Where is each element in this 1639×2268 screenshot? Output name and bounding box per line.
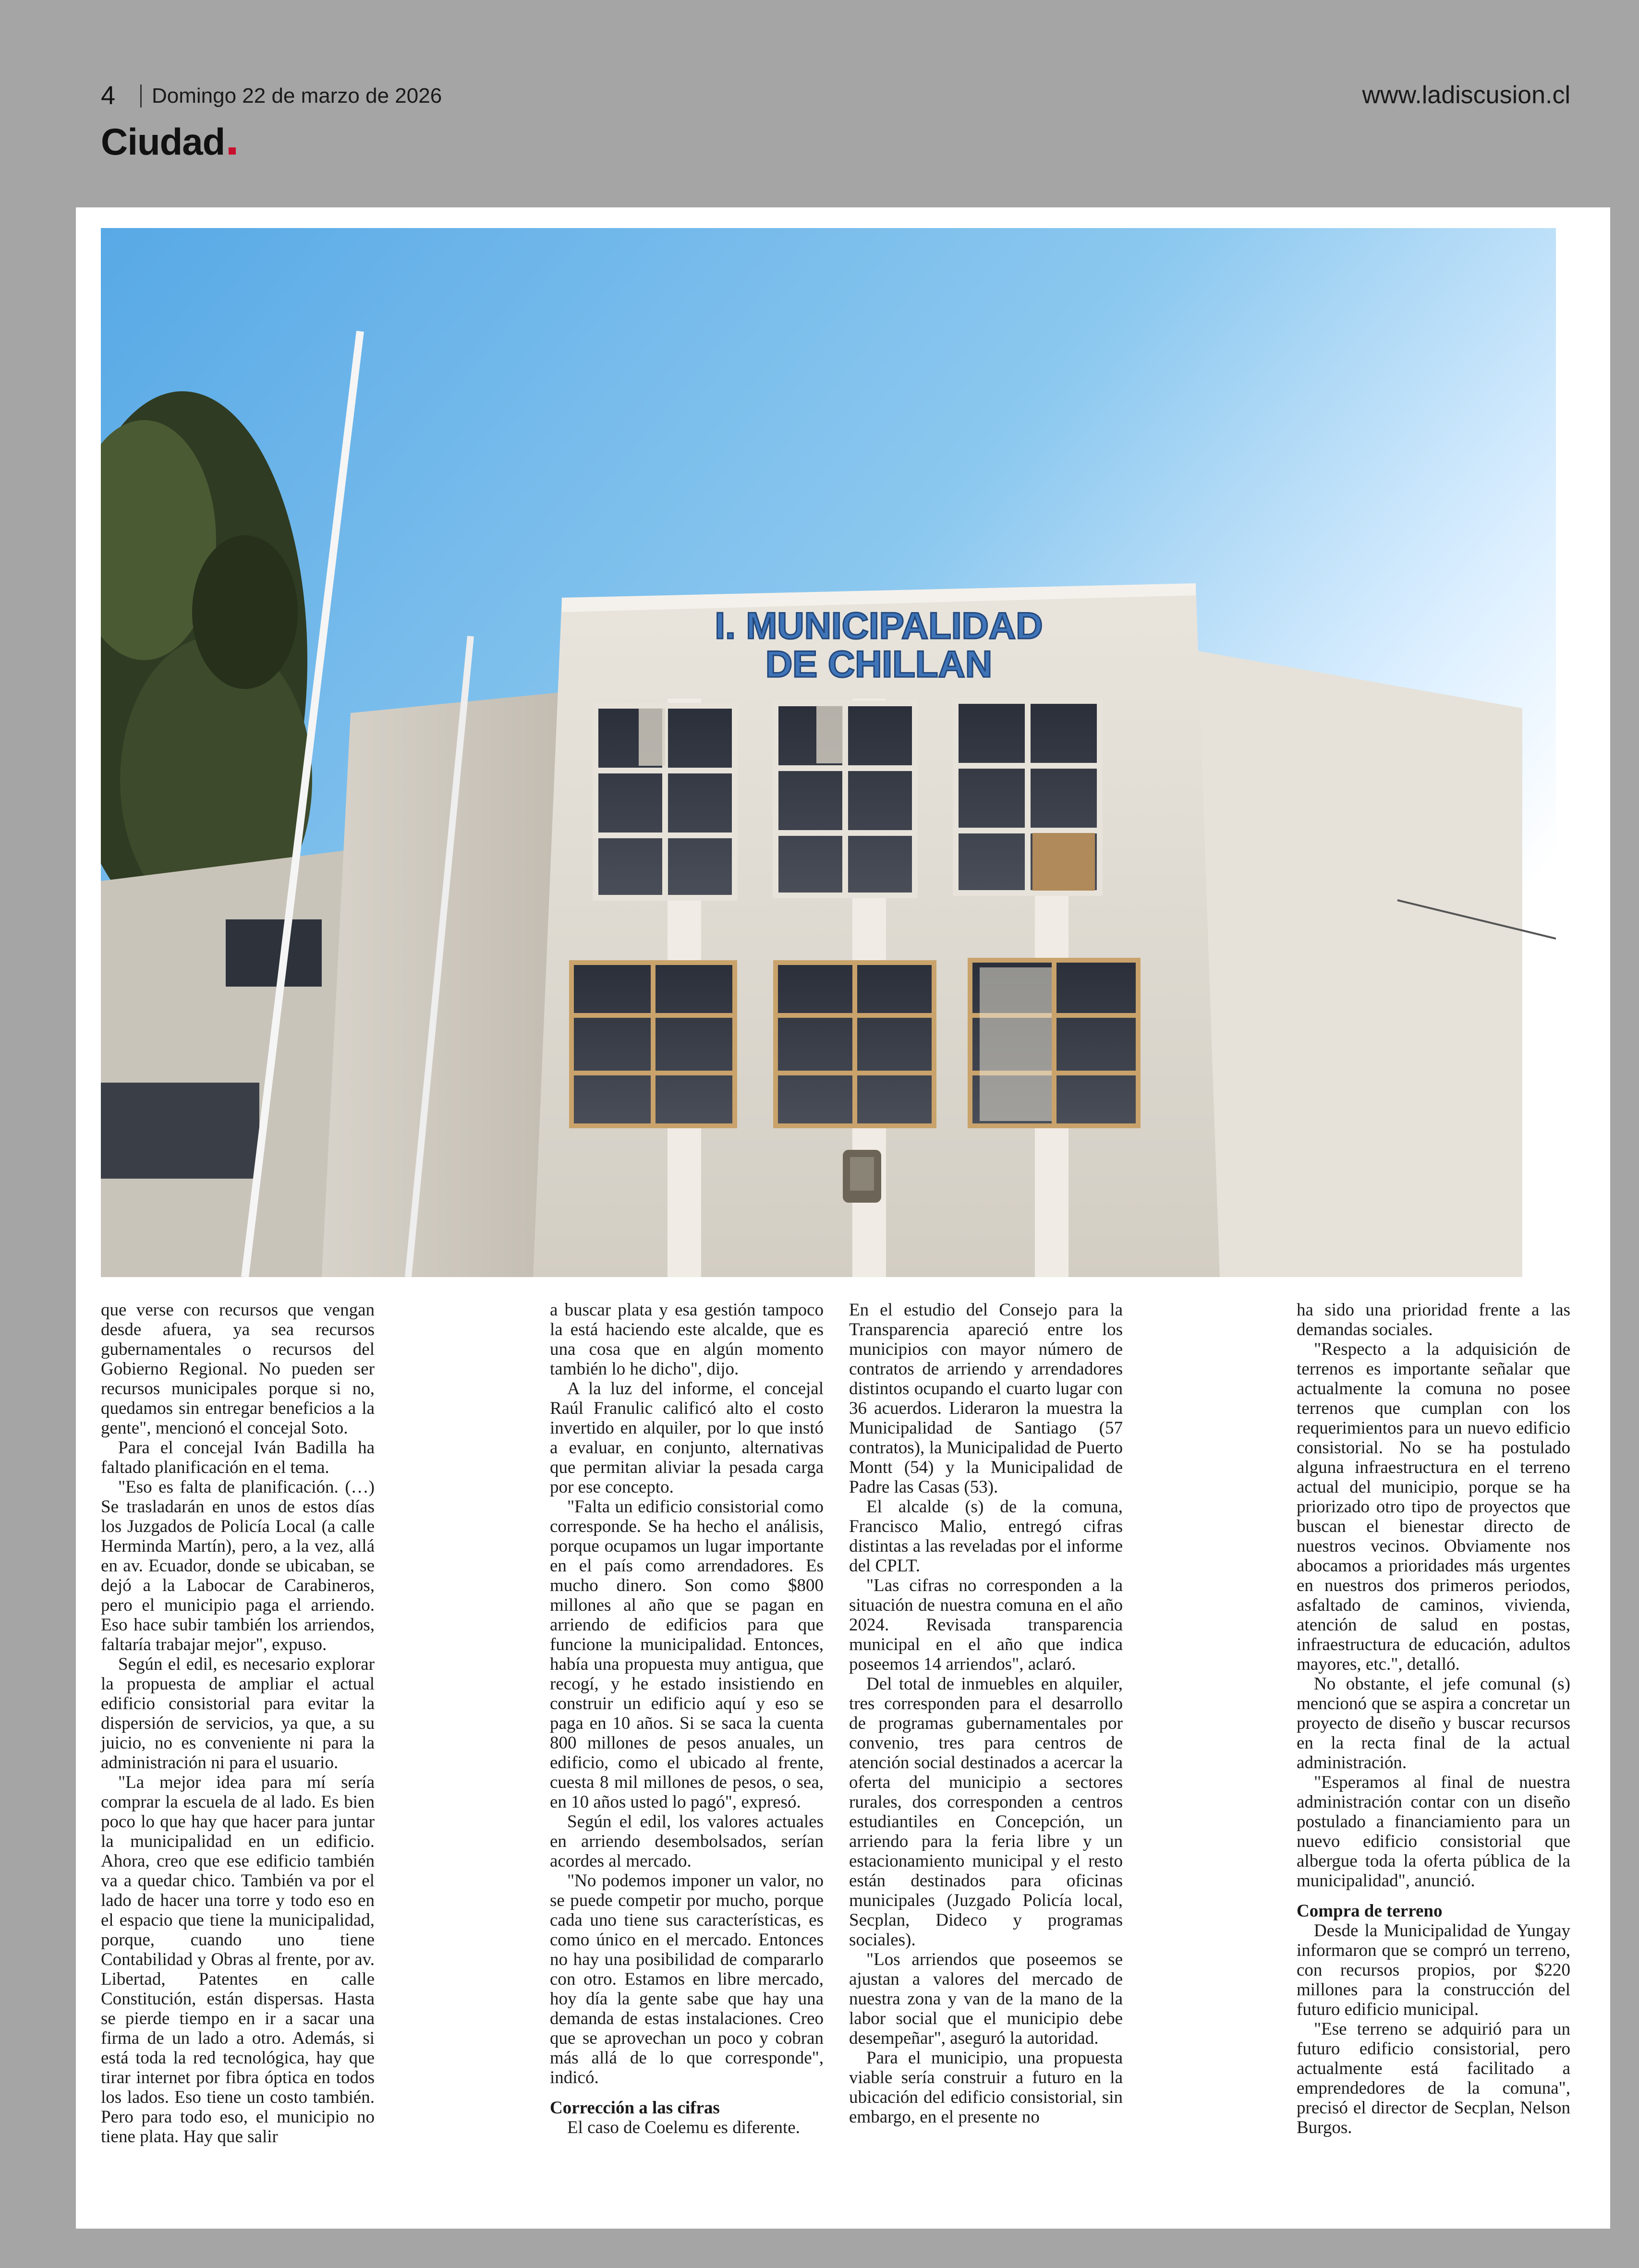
paragraph: Desde la Municipalidad de Yungay informaron que se compró un terreno, con recursos propios, por $220 millones para la construcción del futuro edificio municipal. <box>1297 1921 1570 2019</box>
paragraph: En el estudio del Consejo para la Transparencia apareció entre los municipios con mayor número de contratos de arriendo y arrendadores distintos ocupando el cuarto lugar con 36 acuerdos. Lideraron la muestra la Municipalidad de Santiago (57 contratos), la Municipalidad de Puerto Montt (54) y la Municipalidad de Padre las Casas (53). <box>849 1300 1123 1497</box>
article-column-3 <box>849 1300 1123 2127</box>
page-number: 4 <box>101 81 116 110</box>
section-title-text: Ciudad <box>101 121 225 163</box>
building-sign-line2: DE CHILLAN <box>765 643 993 685</box>
paragraph: No obstante, el jefe comunal (s) mencionó que se aspira a concretar un proyecto de diseño y buscar recursos en la recta final de la actual administración. <box>1297 1674 1570 1773</box>
paragraph: El caso de Coelemu es diferente. <box>567 2118 800 2137</box>
subheading-compra-terreno: Compra de terreno <box>1297 1901 1443 1921</box>
paragraph: Para el municipio, una propuesta viable sería construir a futuro en la ubicación del edificio consistorial, sin embargo, en el presente no <box>849 2048 1123 2127</box>
paragraph: "Las cifras no corresponden a la situación de nuestra comuna en el año 2024. Revisada transparencia municipal en el año que indica poseemos 14 arriendos", aclaró. <box>849 1576 1123 1674</box>
paragraph: Para el concejal Iván Badilla ha faltado planificación en el tema. <box>101 1438 375 1477</box>
coat-of-arms <box>843 1150 881 1203</box>
paragraph: "Los arriendos que poseemos se ajustan a valores del mercado de nuestra zona y van de la mano de la labor social que el municipio debe desempeñar", aseguró la autoridad. <box>849 1950 1123 2048</box>
article-photo <box>101 228 1556 1277</box>
paragraph: "Respecto a la adquisición de terrenos es importante señalar que actualmente la comuna no posee terrenos que cumplan con los requerimientos para un nuevo edificio consistorial. No se ha postulado alguna infraestructura en el terreno actual del municipio, porque se ha priorizado otro tipo de proyectos que buscan el bienestar directo de nuestros vecinos. Obviamente nos abocamos a prioridades más urgentes en nuestros dos primeros periodos, asfaltado de caminos, vivienda, atención de salud en postas, infraestructura de educación, adultos mayores, etc.", detalló. <box>1297 1339 1570 1674</box>
website-url: www.ladiscusion.cl <box>1362 81 1570 109</box>
article-column-1 <box>101 1300 375 2147</box>
upper-windows <box>595 701 1100 898</box>
building-sign-line1: I. MUNICIPALIDAD <box>715 604 1043 647</box>
subheading-correccion: Corrección a las cifras <box>550 2098 720 2118</box>
paragraph: Según el edil, los valores actuales en arriendo desembolsados, serían acordes al mercado. <box>550 1812 824 1871</box>
side-wing-window <box>226 919 322 987</box>
paragraph: "No podemos imponer un valor, no se puede competir por mucho, porque cada uno tiene sus características, es como único en el mercado. Entonces no hay una posibilidad de compararlo con otro. Estamos en libre mercado, hoy día la gente sabe que hay una demanda de estas instalaciones. Creo que se aprovechan un poco y cobran más allá de lo que corresponde", indicó. <box>550 1871 824 2087</box>
lower-windows <box>571 960 1138 1126</box>
paragraph: "Falta un edificio consistorial como corresponde. Se ha hecho el análisis, porque ocupamos un lugar importante en el país como arrendadores. Es mucho dinero. Son como $800 millones al año que se pagan en arriendo de edificios para que funcione la municipalidad. Entonces, había una propuesta muy antigua, que recogí, y he estado insistiendo en construir un edificio aquí y eso se paga en 10 años. Si se saca la cuenta 800 millones de pesos anuales, un edificio, como el ubicado al frente, cuesta 8 mil millones de pesos, o sea, en 10 años usted lo pagó", expresó. <box>550 1497 824 1812</box>
paragraph: A la luz del informe, el concejal Raúl Franulic calificó alto el costo invertido en alquiler, por lo que instó a evaluar, en conjunto, alternativas que permitan aliviar la pesada carga por ese concepto. <box>550 1379 824 1497</box>
paragraph: El alcalde (s) de la comuna, Francisco Malio, entregó cifras distintas a las reveladas por el informe del CPLT. <box>849 1497 1123 1576</box>
paragraph: que verse con recursos que vengan desde afuera, ya sea recursos gubernamentales o recursos del Gobierno Regional. No pueden ser recursos municipales porque si no, quedamos sin entregar beneficios a la gente", mencionó el concejal Soto. <box>101 1300 375 1438</box>
paragraph: Del total de inmuebles en alquiler, tres corresponden para el desarrollo de programas gubernamentales por convenio, tres para centros de atención social destinados a acercar la oferta del municipio a sectores rurales, dos corresponden a centros estudiantiles en Concepción, un arriendo para la feria libre y un estacionamiento municipal y el resto están destinados para oficinas municipales (Juzgado Policía local, Secplan, Dideco y programas sociales). <box>849 1674 1123 1950</box>
paragraph: ha sido una prioridad frente a las demandas sociales. <box>1297 1300 1570 1339</box>
paragraph: "Esperamos al final de nuestra administración contar con un diseño postulado a financiamiento para un nuevo edificio consistorial que albergue toda la oferta pública de la municipalidad", anunció. <box>1297 1773 1570 1891</box>
facade-right-wing <box>1196 651 1522 1277</box>
article-column-4 <box>1297 1300 1570 2137</box>
article-column-2 <box>550 1300 824 2137</box>
section-title <box>101 120 236 164</box>
paragraph: Según el edil, es necesario explorar la propuesta de ampliar el actual edificio consistorial para evitar la dispersión de servicios, ya que, a su juicio, no es conveniente ni para la administración ni para el usuario. <box>101 1654 375 1773</box>
section-accent-dot <box>229 147 236 155</box>
paragraph: "Ese terreno se adquirió para un futuro edificio consistorial, pero actualmente está facilitado a emprendedores de la comuna", precisó el director de Secplan, Nelson Burgos. <box>1297 2019 1570 2137</box>
paragraph: "Eso es falta de planificación. (…) Se trasladarán en unos de estos días los Juzgados de Policía Local (a calle Herminda Martín), pero, a la vez, allá en av. Ecuador, donde se ubicaban, se dejó a la Labocar de Carabineros, pero el municipio paga el arriendo. Eso hace subir también los arriendos, faltaría trabajar mejor", expuso. <box>101 1477 375 1654</box>
header-divider <box>140 84 142 108</box>
publication-date: Domingo 22 de marzo de 2026 <box>152 84 442 108</box>
boarded-window-panel <box>1032 833 1095 891</box>
municipal-building-photo <box>101 228 1556 1277</box>
paragraph: "La mejor idea para mí sería comprar la escuela de al lado. Es bien poco lo que hay que hacer para juntar la municipalidad en un edificio. Ahora, creo que ese edificio también va a quedar chico. También va por el lado de hacer una torre y todo eso en el espacio que tiene la municipalidad, porque, cuando uno tiene Contabilidad y Obras al frente, por av. Libertad, Patentes en calle Constitución, están dispersas. Hasta se pierde tiempo en ir a sacar una firma de un lado a otro. Además, si está toda la red tecnológica, hay que tirar internet por fibra óptica en todos los lados. Eso tiene un costo también. Pero para todo eso, el municipio no tiene plata. Hay que salir <box>101 1773 375 2147</box>
paragraph: a buscar plata y esa gestión tampoco la está haciendo este alcalde, que es una cosa que en algún momento también lo he dicho", dijo. <box>550 1300 824 1379</box>
